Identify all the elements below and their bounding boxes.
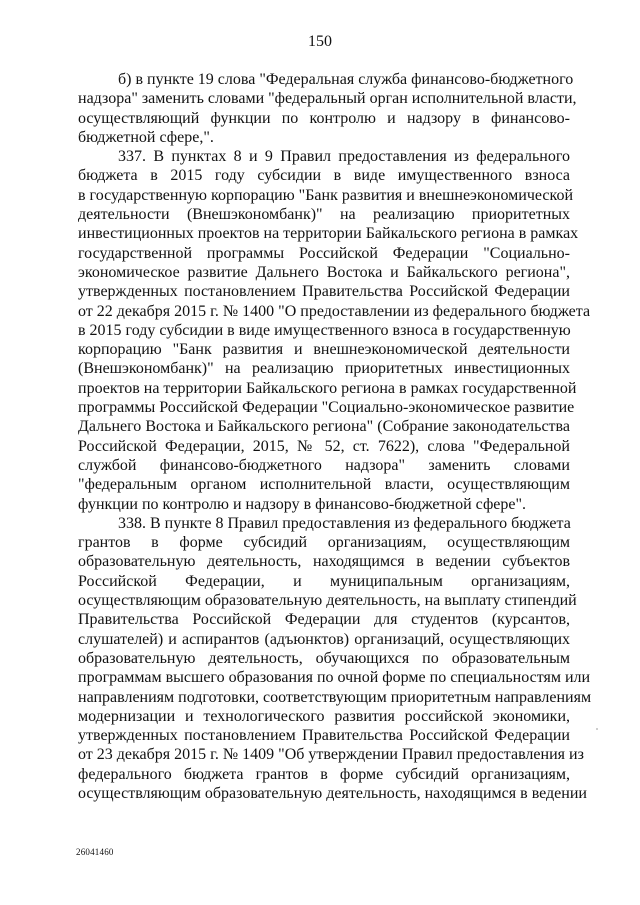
- text-line: Правительства Российской Федерации для студентов (курсантов,: [78, 611, 570, 629]
- text-line: проектов на территории Байкальского региона в рамках государственной: [78, 379, 577, 397]
- text-line: Дальнего Востока и Байкальского региона" (Собрание законодательства: [78, 418, 570, 436]
- text-line: службой финансово-бюджетного надзора" заменить словами: [78, 456, 570, 474]
- text-line: корпорацию "Банк развития и внешнеэкономической деятельности: [78, 341, 570, 359]
- text-line: модернизации и технологического развития российской экономики,: [78, 707, 570, 725]
- text-line: в 2015 году субсидии в виде имущественного взноса в государственную: [78, 321, 571, 339]
- text-line: бюджета в 2015 году субсидии в виде имущественного взноса: [78, 167, 570, 185]
- text-line: бюджетной сфере,".: [78, 128, 214, 146]
- text-line: осуществляющим образовательную деятельность, находящимся в ведении: [78, 784, 587, 802]
- text-line: от 23 декабря 2015 г. № 1409 "Об утверждении Правил предоставления из: [78, 746, 584, 764]
- text-line: направлениям подготовки, соответствующим приоритетным направлениям: [78, 688, 592, 706]
- text-line: утвержденных постановлением Правительства Российской Федерации: [78, 283, 570, 301]
- text-line: деятельности (Внешэкономбанк)" на реализацию приоритетных: [78, 206, 570, 224]
- text-line: 337. В пунктах 8 и 9 Правил предоставления из федерального: [118, 148, 570, 166]
- text-line: б) в пункте 19 слова "Федеральная служба финансово-бюджетного: [118, 71, 574, 88]
- scan-speck: [596, 728, 598, 730]
- text-line: осуществляющим образовательную деятельность, на выплату стипендий: [78, 592, 577, 610]
- text-line: образовательную деятельность, обучающихся по образовательным: [78, 649, 570, 667]
- text-line: Российской Федерации, 2015, № 52, ст. 7622), слова "Федеральной: [78, 437, 570, 455]
- text-line: осуществляющий функции по контролю и надзору в финансово-: [78, 109, 570, 127]
- text-line: экономическое развитие Дальнего Востока и Байкальского региона",: [78, 263, 570, 281]
- text-line: (Внешэкономбанк)" на реализацию приоритетных инвестиционных: [78, 360, 570, 378]
- text-line: программы Российской Федерации "Социально-экономическое развитие: [78, 399, 575, 417]
- text-line: программам высшего образования по очной форме по специальностям или: [78, 669, 591, 687]
- text-line: грантов в форме субсидий организациям, осуществляющим: [78, 534, 570, 552]
- document-code: 26041460: [76, 847, 114, 857]
- text-line: образовательную деятельность, находящимся в ведении субъектов: [78, 553, 570, 571]
- text-line: надзора" заменить словами "федеральный орган исполнительной власти,: [78, 90, 577, 108]
- page-number: 150: [308, 33, 332, 50]
- text-line: от 22 декабря 2015 г. № 1400 "О предоставлении из федерального бюджета: [78, 302, 591, 320]
- text-line: государственной программы Российской Федерации "Социально-: [78, 244, 570, 262]
- text-line: инвестиционных проектов на территории Байкальского региона в рамках: [78, 225, 579, 243]
- text-line: 338. В пункте 8 Правил предоставления из федерального бюджета: [118, 514, 571, 532]
- document-body: [78, 70, 592, 803]
- text-line: функции по контролю и надзору в финансово-бюджетной сфере".: [78, 495, 527, 513]
- text-line: "федеральным органом исполнительной власти, осуществляющим: [78, 476, 570, 494]
- text-line: Российской Федерации, и муниципальным организациям,: [78, 572, 570, 590]
- text-line: в государственную корпорацию "Банк развития и внешнеэкономической: [78, 186, 573, 204]
- text-line: федерального бюджета грантов в форме субсидий организациям,: [78, 765, 570, 783]
- text-line: слушателей) и аспирантов (адъюнктов) организаций, осуществляющих: [78, 630, 570, 648]
- text-line: утвержденных постановлением Правительства Российской Федерации: [78, 727, 570, 745]
